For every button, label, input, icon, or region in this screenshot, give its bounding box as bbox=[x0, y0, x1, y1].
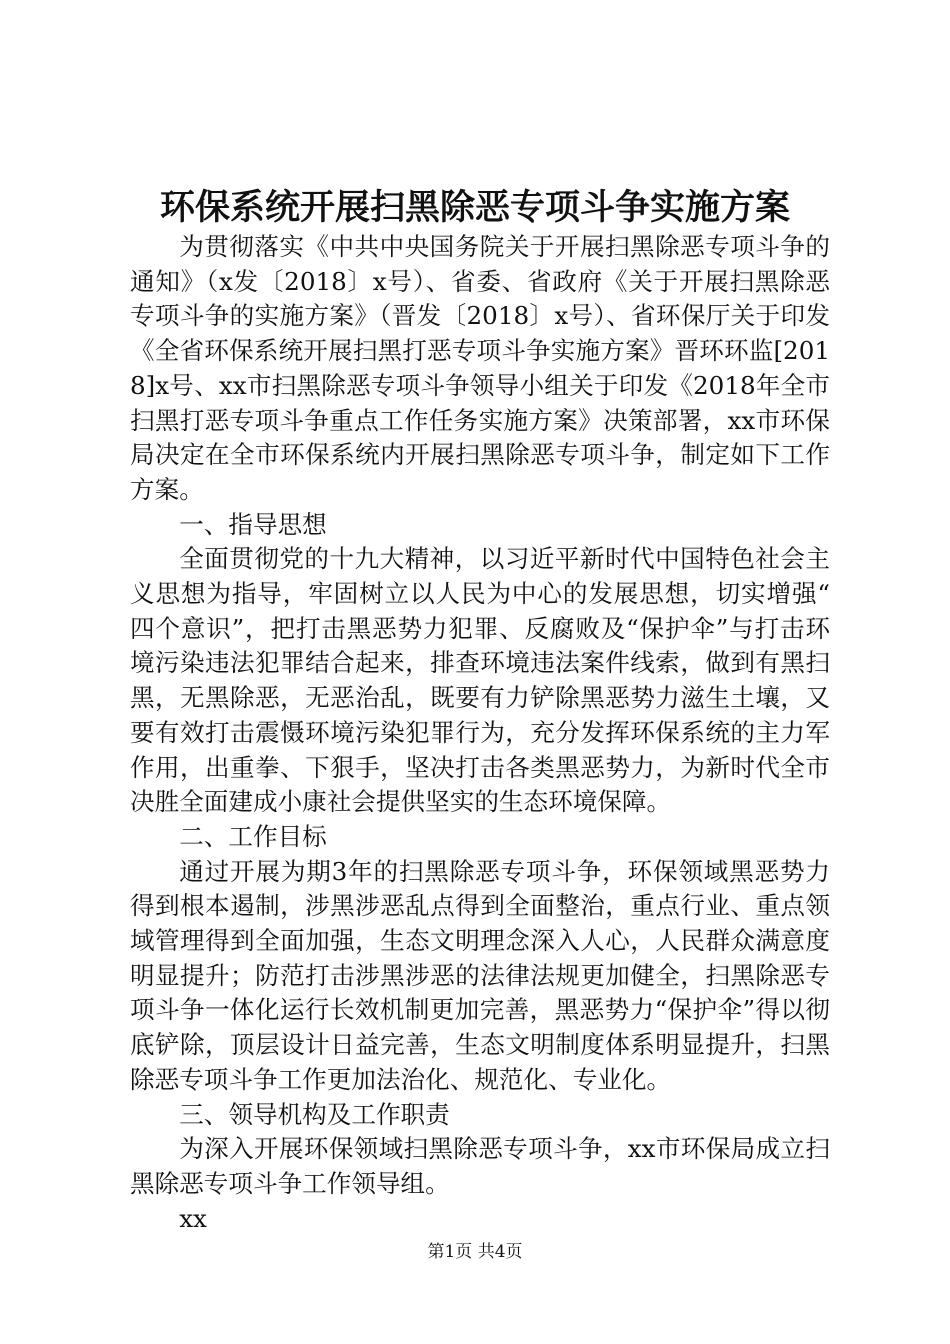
document-title: 环保系统开展扫黑除恶专项斗争实施方案 bbox=[159, 187, 790, 228]
section-paragraph-work-goals: 通过开展为期3年的扫黑除恶专项斗争，环保领域黑恶势力得到根本遏制，涉黑涉恶乱点得到全面整治，重点行业、重点领域管理得到全面加强，生态文明理念深入人心，人民群众满意度明显提升；防范打击涉黑涉恶的法律法规更加健全，扫黑除恶专项斗争一体化运行长效机制更加完善，黑恶势力“保护伞”得以彻底铲除，顶层设计日益完善，生态文明制度体系明显提升，扫黑除恶专项斗争工作更加法治化、规范化、专业化。 bbox=[130, 856, 830, 1094]
document-body bbox=[130, 230, 830, 1236]
section-heading-guiding-ideology: 一、指导思想 bbox=[179, 509, 327, 539]
page-number-footer: 第1页 共4页 bbox=[427, 1242, 523, 1262]
section-heading-leadership: 三、领导机构及工作职责 bbox=[179, 1099, 450, 1129]
intro-paragraph: 为贯彻落实《中共中央国务院关于开展扫黑除恶专项斗争的通知》（x发〔2018〕x号）、省委、省政府《关于开展扫黑除恶专项斗争的实施方案》（晋发〔2018〕x号）、省环保厅关于印发《全省环保系统开展扫黑打恶专项斗争实施方案》晋环环监[2018]x号、xx市扫黑除恶专项斗争领导小组关于印发《2018年全市扫黑打恶专项斗争重点工作任务实施方案》决策部署，xx市环保局决定在全市环保系统内开展扫黑除恶专项斗争，制定如下工作方案。 bbox=[130, 232, 830, 504]
section-heading-work-goals: 二、工作目标 bbox=[179, 821, 327, 851]
section-paragraph-guiding-ideology: 全面贯彻党的十九大精神，以习近平新时代中国特色社会主义思想为指导，牢固树立以人民为中心的发展思想，切实增强“四个意识”，把打击黑恶势力犯罪、反腐败及“保护伞”与打击环境污染违法犯罪结合起来，排查环境违法案件线索，做到有黑扫黑，无黑除恶，无恶治乱，既要有力铲除黑恶势力滋生土壤，又要有效打击震慑环境污染犯罪行为，充分发挥环保系统的主力军作用，出重拳、下狠手，坚决打击各类黑恶势力，为新时代全市决胜全面建成小康社会提供坚实的生态环境保障。 bbox=[130, 544, 830, 817]
section-paragraph-leadership: 为深入开展环保领域扫黑除恶专项斗争，xx市环保局成立扫黑除恶专项斗争工作领导组。 bbox=[130, 1134, 830, 1198]
section-trailing-text: xx bbox=[179, 1203, 207, 1233]
